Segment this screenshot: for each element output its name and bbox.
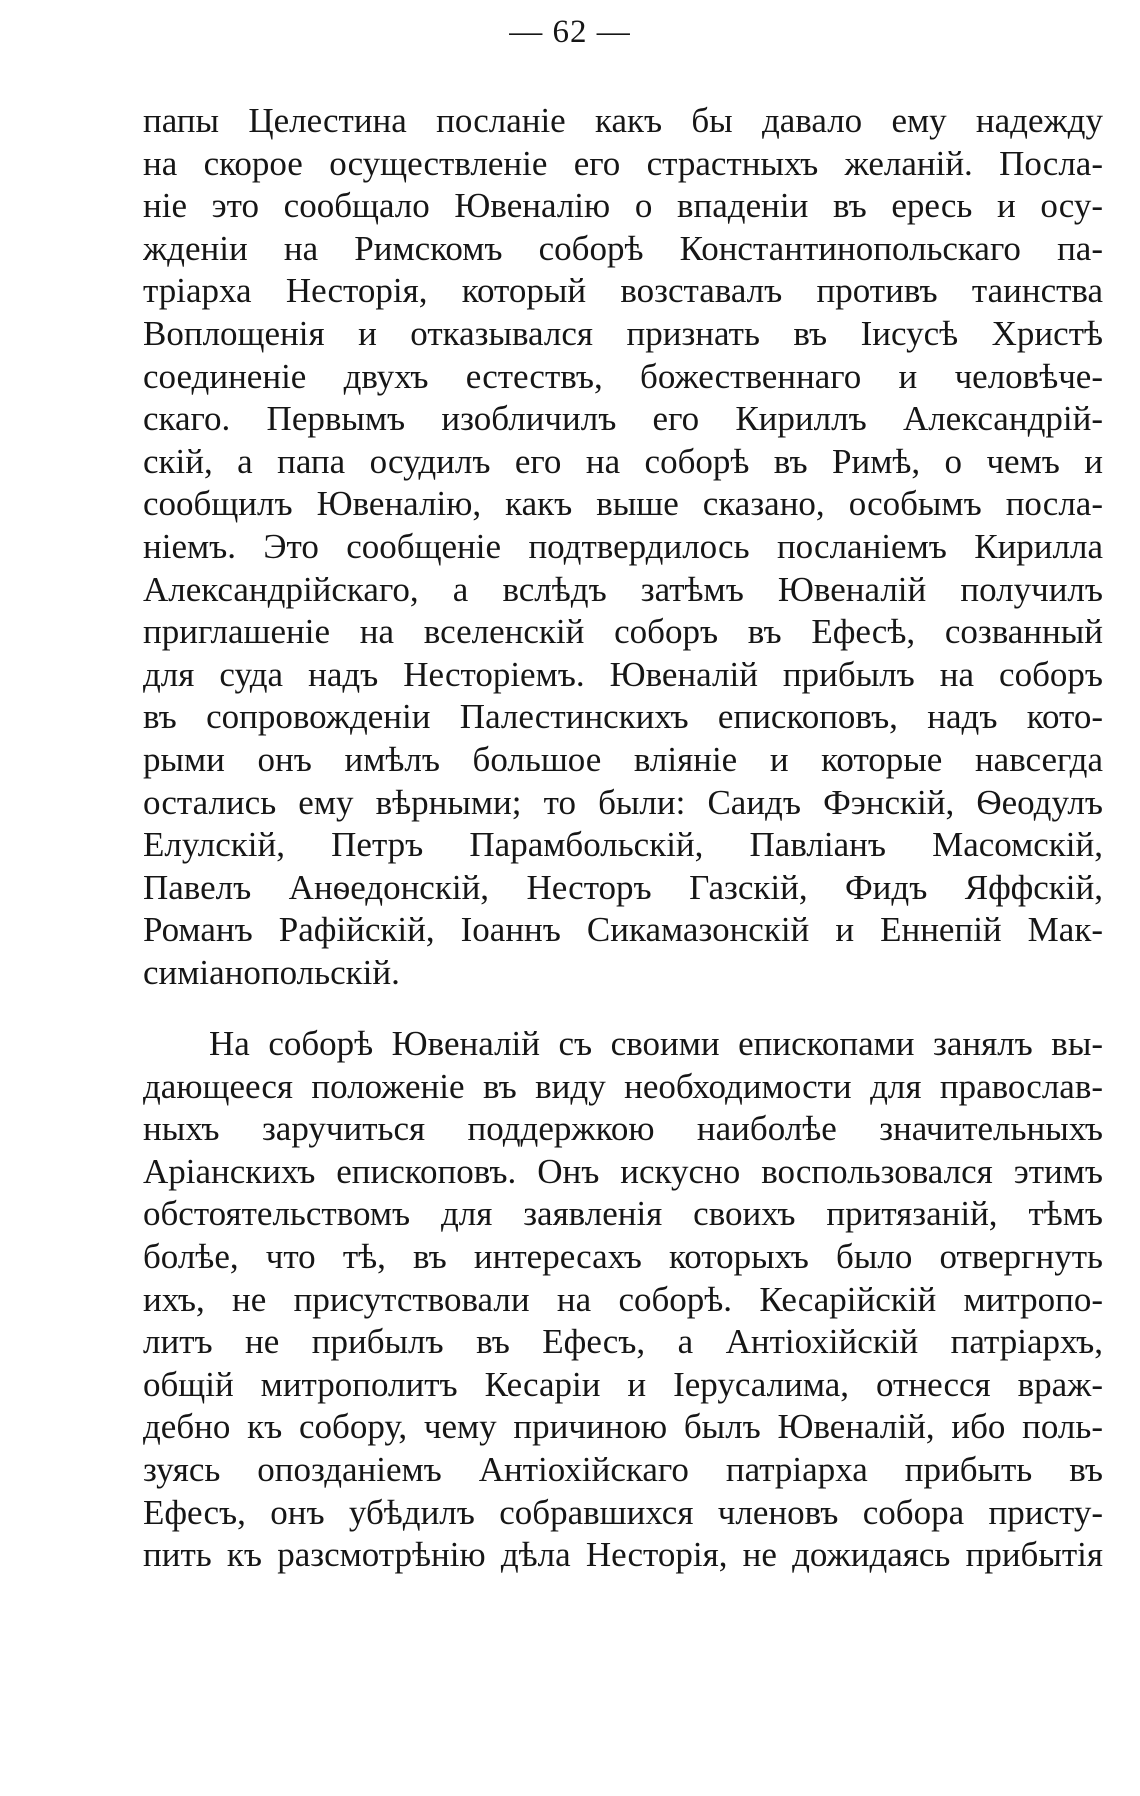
text-line: дебно къ собору, чему причиною былъ Ювеналій, ибо поль- — [143, 1407, 1103, 1447]
text-line: жденіи на Римскомъ соборѣ Константинопольскаго па- — [143, 228, 1103, 268]
text-line: Аріанскихъ епископовъ. Онъ искусно воспользовался этимъ — [143, 1151, 1103, 1191]
text-line: Павелъ Анѳедонскій, Несторъ Газскій, Фидъ Яффскій, — [143, 867, 1103, 907]
text-line: для суда надъ Несторіемъ. Ювеналій прибылъ на соборъ — [143, 654, 1103, 694]
text-line: Воплощенія и отказывался признать въ Іисусѣ Христѣ — [143, 313, 1103, 353]
text-line: папы Целестина посланіе какъ бы давало ему надежду — [143, 101, 1103, 140]
text-line: Александрійскаго, а вслѣдъ затѣмъ Ювеналій получилъ — [143, 569, 1103, 609]
text-line: симіанопольскій. — [143, 952, 400, 992]
paragraph-1 — [143, 100, 1103, 994]
text-line: На соборѣ Ювеналій съ своими епископами занялъ вы- — [209, 1024, 1103, 1063]
text-line: обстоятельствомъ для заявленія своихъ притязаній, тѣмъ — [143, 1194, 1103, 1234]
text-line: скій, а папа осудилъ его на соборѣ въ Римѣ, о чемъ и — [143, 441, 1103, 481]
text-line: пить къ разсмотрѣнію дѣла Несторія, не дожидаясь прибытія — [143, 1535, 1103, 1575]
text-line: Романъ Рафійскій, Іоаннъ Сикамазонскій и Еннепій Мак- — [143, 910, 1103, 950]
text-line: Ефесъ, онъ убѣдилъ собравшихся членовъ собора присту- — [143, 1492, 1103, 1532]
text-line: зуясь опозданіемъ Антіохійскаго патріарха прибыть въ — [143, 1449, 1103, 1489]
paragraph-2 — [143, 1023, 1103, 1577]
text-line: на скорое осуществленіе его страстныхъ желаній. Посла- — [143, 143, 1103, 183]
text-line: ныхъ заручиться поддержкою наиболѣе значительныхъ — [143, 1109, 1103, 1149]
text-line: рыми онъ имѣлъ большое вліяніе и которые навсегда — [143, 739, 1103, 779]
text-line: дающееся положеніе въ виду необходимости для православ- — [143, 1066, 1103, 1106]
text-line: литъ не прибылъ въ Ефесъ, а Антіохійскій патріархъ, — [143, 1322, 1103, 1362]
text-line: сообщилъ Ювеналію, какъ выше сказано, особымъ посла- — [143, 484, 1103, 524]
text-line: тріарха Несторія, который возставалъ противъ таинства — [143, 271, 1103, 311]
text-line: болѣе, что тѣ, въ интересахъ которыхъ было отвергнуть — [143, 1236, 1103, 1276]
text-line: въ сопровожденіи Палестинскихъ епископовъ, надъ кото- — [143, 697, 1103, 737]
page-number: — 62 — — [509, 14, 631, 50]
text-line: ніемъ. Это сообщеніе подтвердилось посланіемъ Кирилла — [143, 526, 1103, 566]
text-line: остались ему вѣрными; то были: Саидъ Фэнскій, Ѳеодулъ — [143, 782, 1103, 822]
text-line: ихъ, не присутствовали на соборѣ. Кесарійскій митропо- — [143, 1279, 1103, 1319]
text-line: ніе это сообщало Ювеналію о впаденіи въ ересь и осу- — [143, 186, 1103, 226]
text-line: приглашеніе на вселенскій соборъ въ Ефесѣ, созванный — [143, 612, 1103, 652]
text-line: Елулскій, Петръ Парамбольскій, Павліанъ Масомскій, — [143, 825, 1103, 865]
text-line: скаго. Первымъ изобличилъ его Кириллъ Александрій- — [143, 399, 1103, 439]
text-line: общій митрополитъ Кесаріи и Іерусалима, отнесся враж- — [143, 1364, 1103, 1404]
text-line: соединеніе двухъ естествъ, божественнаго и человѣче- — [143, 356, 1103, 396]
